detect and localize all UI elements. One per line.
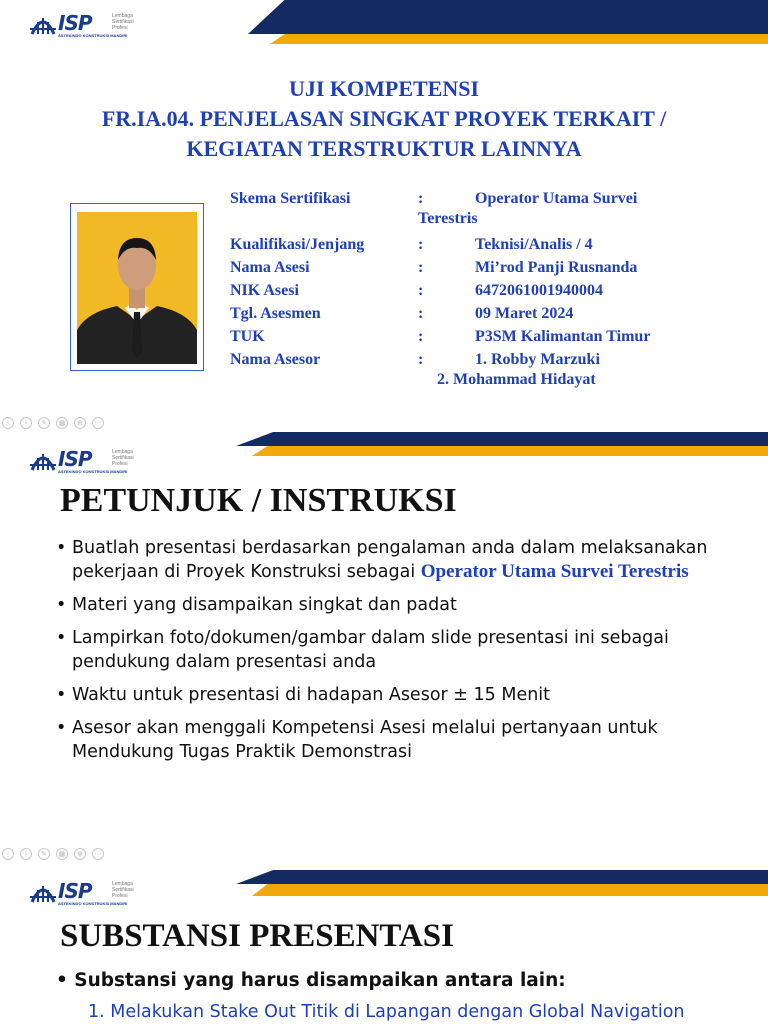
grid-icon[interactable]: ▦ xyxy=(56,417,68,429)
header-stripe-gold xyxy=(270,34,768,44)
slide-controls xyxy=(2,848,104,860)
slide-substance xyxy=(0,860,768,1024)
info-value-continued: 2. Mohammad Hidayat xyxy=(437,371,596,388)
more-icon[interactable]: ⋯ xyxy=(92,417,104,429)
more-icon[interactable]: ⋯ xyxy=(92,848,104,860)
instruction-item xyxy=(56,536,746,584)
substance-intro: • Substansi yang harus disampaikan antara lain: xyxy=(56,970,566,991)
prev-icon[interactable]: ‹ xyxy=(2,417,14,429)
logo-text: ISP xyxy=(58,447,92,471)
isp-logo xyxy=(30,448,150,476)
instruction-text: Asesor akan menggali Kompetensi Asesi melalui pertanyaan untuk Mendukung Tugas Praktik Demonstrasi xyxy=(72,718,658,762)
info-value: 09 Maret 2024 xyxy=(475,305,574,322)
header-stripe-gold xyxy=(252,884,768,896)
slide-gap xyxy=(0,842,768,860)
info-separator: : xyxy=(418,236,424,253)
logo-small-text: Lembaga Sertifikasi Profesi xyxy=(112,13,134,31)
logo-small-text: Lembaga Sertifikasi Profesi xyxy=(112,449,134,467)
instructions-heading: PETUNJUK / INSTRUKSI xyxy=(60,482,457,519)
prev-icon[interactable]: ‹ xyxy=(2,848,14,860)
header-stripe-navy xyxy=(248,0,768,34)
zoom-icon[interactable]: ⊕ xyxy=(74,848,86,860)
info-separator: : xyxy=(418,259,424,276)
logo-text: ISP xyxy=(58,879,92,903)
photo-frame xyxy=(70,203,204,371)
grid-icon[interactable]: ▦ xyxy=(56,848,68,860)
info-label: Nama Asesor xyxy=(230,351,321,368)
info-value: Operator Utama Survei xyxy=(475,190,638,207)
slide-gap xyxy=(0,412,768,432)
zoom-icon[interactable]: ⊕ xyxy=(74,417,86,429)
arch-logo-icon xyxy=(30,448,56,472)
info-value: 6472061001940004 xyxy=(475,282,603,299)
title-line-2: FR.IA.04. PENJELASAN SINGKAT PROYEK TERKAIT / xyxy=(101,106,667,131)
pen-icon[interactable]: ✎ xyxy=(38,848,50,860)
instruction-item xyxy=(56,626,746,674)
title-line-1: UJI KOMPETENSI xyxy=(288,76,480,101)
instruction-text: Materi yang disampaikan singkat dan padat xyxy=(72,595,457,615)
substance-item-1: 1. Melakukan Stake Out Titik di Lapangan dengan Global Navigation xyxy=(88,1002,685,1022)
isp-logo xyxy=(30,12,150,40)
instruction-text: Lampirkan foto/dokumen/gambar dalam slide presentasi ini sebagai pendukung dalam presentasi anda xyxy=(72,628,669,672)
info-value: P3SM Kalimantan Timur xyxy=(475,328,651,345)
logo-subtitle: ASTEKINDO KONSTRUKSI MANDIRI xyxy=(58,469,128,474)
instruction-text: Buatlah presentasi berdasarkan pengalaman anda dalam melaksanakan pekerjaan di Proyek Konstruksi sebagai xyxy=(72,538,708,582)
logo-text: ISP xyxy=(58,11,92,35)
info-label: NIK Asesi xyxy=(230,282,299,299)
info-separator: : xyxy=(418,328,424,345)
arch-logo-icon xyxy=(30,880,56,904)
header-stripe-navy xyxy=(236,432,768,446)
info-label: TUK xyxy=(230,328,265,345)
isp-logo xyxy=(30,880,150,908)
instruction-text: Waktu untuk presentasi di hadapan Asesor ± 15 Menit xyxy=(72,685,551,705)
info-label: Nama Asesi xyxy=(230,259,310,276)
next-icon[interactable]: › xyxy=(20,417,32,429)
substance-heading: SUBSTANSI PRESENTASI xyxy=(60,918,455,954)
instructions-list xyxy=(56,536,746,773)
slide-controls xyxy=(2,417,104,429)
info-value-continued: Terestris xyxy=(418,210,478,227)
slide-instructions xyxy=(0,432,768,842)
info-label: Tgl. Asesmen xyxy=(230,305,321,322)
instruction-item xyxy=(56,716,746,764)
header-stripe-navy xyxy=(236,870,768,884)
arch-logo-icon xyxy=(30,12,56,36)
next-icon[interactable]: › xyxy=(20,848,32,860)
logo-subtitle: ASTEKINDO KONSTRUKSI MANDIRI xyxy=(58,901,128,906)
instruction-highlight: Operator Utama Survei Terestris xyxy=(420,561,689,582)
title-line-3: KEGIATAN TERSTRUKTUR LAINNYA xyxy=(186,136,582,161)
info-label: Kualifikasi/Jenjang xyxy=(230,236,365,253)
slide-cover xyxy=(0,0,768,412)
info-separator: : xyxy=(418,351,424,368)
logo-small-text: Lembaga Sertifikasi Profesi xyxy=(112,881,134,899)
info-value: Mi’rod Panji Rusnanda xyxy=(475,259,638,276)
instruction-item xyxy=(56,593,746,617)
logo-subtitle: ASTEKINDO KONSTRUKSI MANDIRI xyxy=(58,33,128,38)
header-stripe-gold xyxy=(252,446,768,456)
info-separator: : xyxy=(418,282,424,299)
info-value: Teknisi/Analis / 4 xyxy=(475,236,593,253)
info-label: Skema Sertifikasi xyxy=(230,190,351,207)
pen-icon[interactable]: ✎ xyxy=(38,417,50,429)
candidate-photo xyxy=(77,212,197,364)
info-value: 1. Robby Marzuki xyxy=(475,351,600,368)
instruction-item xyxy=(56,683,746,707)
info-separator: : xyxy=(418,190,424,207)
info-separator: : xyxy=(418,305,424,322)
